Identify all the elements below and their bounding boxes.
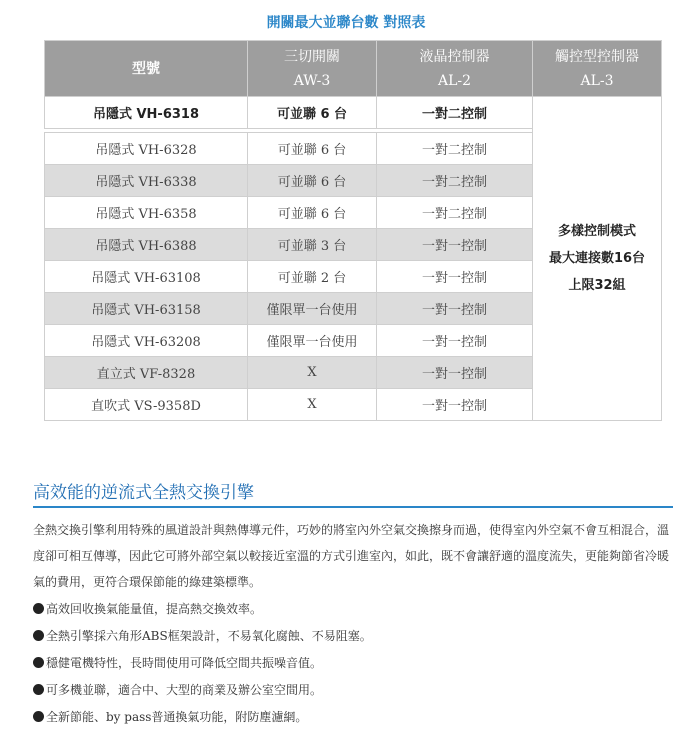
list-item <box>33 623 678 650</box>
header-al3 <box>533 41 662 97</box>
al2-cell: 一對二控制 <box>377 97 533 129</box>
bullet-dot-icon <box>33 711 44 722</box>
al2-cell: 一對二控制 <box>377 197 533 229</box>
aw3-cell: 可並聯 2 台 <box>248 261 377 293</box>
header-aw3-model: AW-3 <box>293 72 331 89</box>
aw3-cell: 可並聯 6 台 <box>248 165 377 197</box>
aw3-cell: X <box>248 389 377 421</box>
model-cell: 吊隱式 VH-6358 <box>45 197 248 229</box>
feature-list <box>33 596 678 731</box>
model-cell: 直吹式 VS-9358D <box>45 389 248 421</box>
section-heading: 高效能的逆流式全熱交換引擎 <box>33 483 254 503</box>
list-item-text: 穩健電機特性，長時間使用可降低空間共振噪音值。 <box>46 656 323 670</box>
al3-line-1: 多樣控制模式 <box>557 224 636 239</box>
header-model: 型號 <box>45 41 248 97</box>
aw3-cell: 僅限單一台使用 <box>248 293 377 325</box>
al2-cell: 一對一控制 <box>377 357 533 389</box>
list-item <box>33 677 678 704</box>
bullet-dot-icon <box>33 630 44 641</box>
al2-cell: 一對二控制 <box>377 165 533 197</box>
header-al2-name: 液晶控制器 <box>419 48 490 65</box>
header-aw3-name: 三切開關 <box>284 48 340 65</box>
section-paragraph: 全熱交換引擎利用特殊的風道設計與熱傳導元件，巧妙的將室內外空氣交換擦身而過，使得室內外空氣不會互相混合，溫度卻可相互傳導，因此它可將外部空氣以較接近室溫的方式引進室內，如此，既不會讓舒適的溫度流失，更能夠節省冷暖氣的費用，更符合環保節能的綠建築標準。 <box>33 523 670 589</box>
list-item-text: 全熱引擎採六角形ABS框架設計，不易氧化腐蝕、不易阻塞。 <box>46 629 372 643</box>
header-al3-name: 觸控型控制器 <box>555 48 639 65</box>
aw3-cell: 可並聯 3 台 <box>248 229 377 261</box>
model-cell: 吊隱式 VH-63108 <box>45 261 248 293</box>
aw3-cell: X <box>248 357 377 389</box>
header-aw3 <box>248 41 377 97</box>
header-al2 <box>377 41 533 97</box>
al2-cell: 一對一控制 <box>377 325 533 357</box>
list-item-text: 全新節能、by pass普通換氣功能，附防塵濾網。 <box>46 710 308 724</box>
aw3-cell: 僅限單一台使用 <box>248 325 377 357</box>
bullet-dot-icon <box>33 657 44 668</box>
al3-line-3: 上限32組 <box>568 278 626 293</box>
model-cell: 直立式 VF-8328 <box>45 357 248 389</box>
aw3-cell: 可並聯 6 台 <box>248 97 377 129</box>
list-item <box>33 596 678 623</box>
model-cell: 吊隱式 VH-6338 <box>45 165 248 197</box>
al2-cell: 一對一控制 <box>377 229 533 261</box>
list-item <box>33 704 678 731</box>
bullet-dot-icon <box>33 684 44 695</box>
list-item <box>33 650 678 677</box>
al3-merged-cell <box>533 97 662 421</box>
table-header-row <box>45 41 662 97</box>
al2-cell: 一對一控制 <box>377 389 533 421</box>
section-divider <box>33 506 673 508</box>
bullet-dot-icon <box>33 603 44 614</box>
model-cell: 吊隱式 VH-6318 <box>45 97 248 129</box>
table-title: 開關最大並聯台數 對照表 <box>266 15 426 31</box>
al2-cell: 一對二控制 <box>377 133 533 165</box>
model-cell: 吊隱式 VH-63158 <box>45 293 248 325</box>
comparison-table <box>44 40 662 421</box>
al3-line-2: 最大連接數16台 <box>548 251 646 266</box>
aw3-cell: 可並聯 6 台 <box>248 197 377 229</box>
header-al2-model: AL-2 <box>437 72 472 89</box>
header-al3-model: AL-3 <box>580 72 614 89</box>
table-row <box>45 97 662 129</box>
model-cell: 吊隱式 VH-6388 <box>45 229 248 261</box>
list-item-text: 可多機並聯，適合中、大型的商業及辦公室空間用。 <box>46 683 323 697</box>
al2-cell: 一對一控制 <box>377 293 533 325</box>
al2-cell: 一對一控制 <box>377 261 533 293</box>
model-cell: 吊隱式 VH-6328 <box>45 133 248 165</box>
model-cell: 吊隱式 VH-63208 <box>45 325 248 357</box>
list-item-text: 高效回收換氣能量值，提高熱交換效率。 <box>46 602 263 616</box>
aw3-cell: 可並聯 6 台 <box>248 133 377 165</box>
